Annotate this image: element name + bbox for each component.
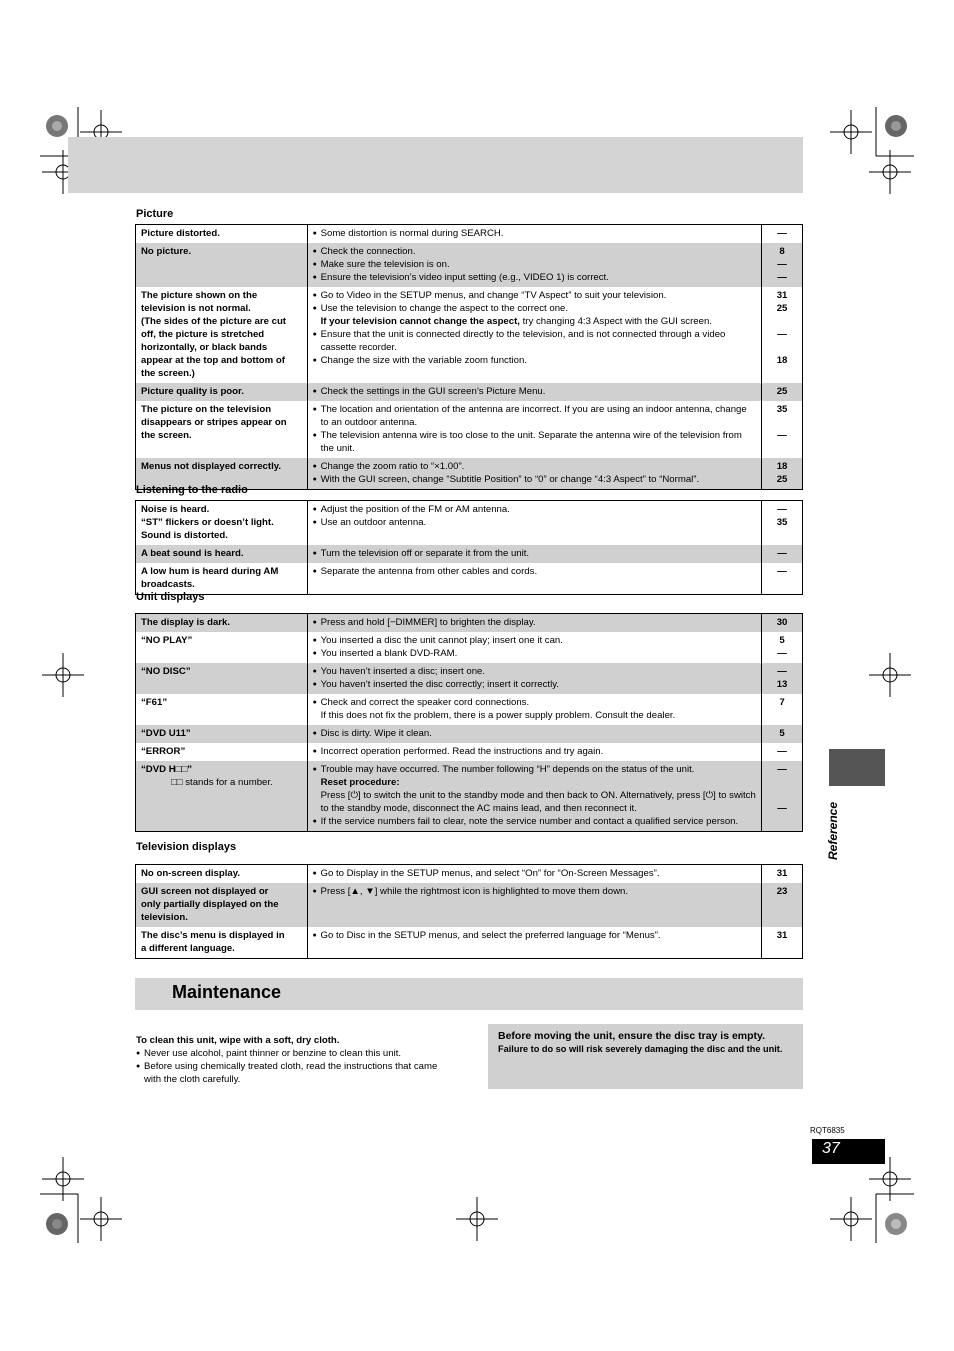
- problem-text: horizontally, or black bands: [141, 342, 268, 353]
- problem-note: □□ stands for a number.: [171, 777, 273, 788]
- crosshair-icon: [869, 150, 911, 194]
- table-row: [136, 927, 803, 959]
- solution-text: ● Go to Video in the SETUP menus, and change “TV Aspect” to suit your television.: [313, 289, 756, 302]
- solution-text: ● Incorrect operation performed. Read the instructions and try again.: [313, 745, 756, 758]
- table-row: [136, 501, 803, 546]
- table-row: [136, 614, 803, 633]
- page-ref: —: [777, 666, 787, 677]
- notice-heading: Before moving the unit, ensure the disc tray is empty.: [498, 1030, 766, 1042]
- problem-text: No picture.: [141, 246, 192, 257]
- solution-text: ● Change the size with the variable zoom function.: [313, 354, 756, 367]
- color-target-icon: [885, 1213, 907, 1235]
- page-ref: 31: [776, 930, 788, 941]
- solution-text: ● The television antenna wire is too close to the unit. Separate the antenna wire of the television from the unit.: [313, 429, 756, 455]
- page-ref: 18: [776, 355, 788, 366]
- radio-table: [135, 500, 803, 595]
- page-ref: 13: [776, 679, 788, 690]
- section-title-picture: Picture: [136, 208, 174, 220]
- page-ref: 30: [776, 617, 788, 628]
- problem-text: A beat sound is heard.: [141, 548, 244, 559]
- solution-text: ● Adjust the position of the FM or AM antenna.: [313, 503, 756, 516]
- problem-text: the screen.: [141, 430, 192, 441]
- problem-text: The picture on the television: [141, 404, 272, 415]
- solution-text: ● Disc is dirty. Wipe it clean.: [313, 727, 756, 740]
- problem-text: Menus not displayed correctly.: [141, 461, 282, 472]
- crosshair-icon: [830, 110, 872, 154]
- color-target-icon: [46, 115, 68, 137]
- problem-text: “ERROR”: [141, 746, 186, 757]
- solution-bold: If your television cannot change the aspect,: [320, 316, 520, 327]
- crosshair-icon: [869, 653, 911, 697]
- solution-text: ● Ensure that the unit is connected directly to the television, and is not connected through a video cassette recorder.: [313, 328, 756, 354]
- problem-text: Picture distorted.: [141, 228, 220, 239]
- cleaning-instructions: [136, 1034, 456, 1086]
- page-ref: 5: [779, 635, 785, 646]
- page-ref: 23: [776, 886, 788, 897]
- problem-text: broadcasts.: [141, 579, 195, 590]
- solution-text: ● Change the zoom ratio to “×1.00”.: [313, 460, 756, 473]
- problem-text: “NO PLAY”: [141, 635, 193, 646]
- table-row: [136, 563, 803, 595]
- page-number: 37: [822, 1140, 840, 1157]
- page-ref: —: [777, 272, 787, 283]
- table-row: [136, 761, 803, 832]
- problem-text: television is not normal.: [141, 303, 251, 314]
- problem-text: off, the picture is stretched: [141, 329, 265, 340]
- solution-text: ● Separate the antenna from other cables and cords.: [313, 565, 756, 578]
- solution-text: ● Turn the television off or separate it from the unit.: [313, 547, 756, 560]
- table-row: [136, 632, 803, 663]
- solution-text: ● You haven’t inserted a disc; insert one.: [313, 665, 756, 678]
- problem-text: The display is dark.: [141, 617, 231, 628]
- crosshair-icon: [830, 1197, 872, 1241]
- page-ref: —: [777, 803, 787, 814]
- solution-text: ● Use an outdoor antenna.: [313, 516, 756, 529]
- page-ref: 8: [779, 246, 785, 257]
- cleaning-item: ● Before using chemically treated cloth, read the instructions that came with the cloth carefully.: [136, 1060, 456, 1086]
- solution-text: ● Some distortion is normal during SEARCH.: [313, 227, 756, 240]
- solution-text: ● The location and orientation of the antenna are incorrect. If you are using an indoor antenna, change to an outdoor antenna.: [313, 403, 756, 429]
- cleaning-heading: To clean this unit, wipe with a soft, dry cloth.: [136, 1035, 340, 1046]
- problem-text: “DVD H□□”: [141, 764, 193, 775]
- problem-text: a different language.: [141, 943, 235, 954]
- solution-text: ● Ensure the television’s video input setting (e.g., VIDEO 1) is correct.: [313, 271, 756, 284]
- document-code: RQT6835: [810, 1126, 845, 1135]
- problem-text: Sound is distorted.: [141, 530, 228, 541]
- cleaning-item: ● Never use alcohol, paint thinner or benzine to clean this unit.: [136, 1047, 456, 1060]
- tv-table: [135, 864, 803, 959]
- reset-procedure-label: Reset procedure:: [320, 777, 400, 788]
- page-ref: —: [777, 648, 787, 659]
- table-row: [136, 725, 803, 743]
- solution-text: ● You inserted a disc the unit cannot play; insert one it can.: [313, 634, 756, 647]
- table-row: [136, 883, 803, 927]
- page-ref: 25: [776, 303, 788, 314]
- table-row: [136, 243, 803, 287]
- table-row: [136, 663, 803, 694]
- page-ref: —: [777, 566, 787, 577]
- header-band: [68, 137, 803, 193]
- solution-text: ● You inserted a blank DVD-RAM.: [313, 647, 756, 660]
- problem-text: Picture quality is poor.: [141, 386, 244, 397]
- page-ref: 35: [776, 517, 788, 528]
- problem-text: The picture shown on the: [141, 290, 258, 301]
- solution-text: ● Press and hold [−DIMMER] to brighten the display.: [313, 616, 756, 629]
- problem-text: appear at the top and bottom of: [141, 355, 285, 366]
- solution-text: Press [⏻] to switch the unit to the standby mode and then back to ON. Alternatively, press [⏻] to switch to the standby mode, disconnect the AC mains lead, and then reconnect it.: [320, 790, 756, 814]
- solution-text: ● You haven’t inserted the disc correctly; insert it correctly.: [313, 678, 756, 691]
- page-ref: 31: [776, 868, 788, 879]
- side-label: Reference: [826, 801, 840, 860]
- crosshair-icon: [80, 1197, 122, 1241]
- table-row: [136, 401, 803, 458]
- solution-text: ● Trouble may have occurred. The number following “H” depends on the status of the unit.: [313, 763, 756, 776]
- problem-text: A low hum is heard during AM: [141, 566, 279, 577]
- solution-text: ● Check the connection.: [313, 245, 756, 258]
- solution-text: If this does not fix the problem, there is a power supply problem. Consult the dealer.: [320, 710, 676, 721]
- problem-text: disappears or stripes appear on: [141, 417, 287, 428]
- page-ref: 25: [776, 474, 788, 485]
- solution-text: ● With the GUI screen, change “Subtitle Position” to “0” or change “4:3 Aspect” to “Normal”.: [313, 473, 756, 486]
- page-ref: 31: [776, 290, 788, 301]
- problem-text: “NO DISC”: [141, 666, 191, 677]
- table-row: [136, 383, 803, 401]
- page-ref: —: [777, 430, 787, 441]
- page-ref: —: [777, 764, 787, 775]
- solution-text: ● Make sure the television is on.: [313, 258, 756, 271]
- page-ref: —: [777, 329, 787, 340]
- page-ref: —: [777, 504, 787, 515]
- problem-text: “F61”: [141, 697, 168, 708]
- problem-text: Noise is heard.: [141, 504, 210, 515]
- page-ref: 25: [776, 386, 788, 397]
- table-row: [136, 287, 803, 383]
- solution-text: ● Check and correct the speaker cord connections.: [313, 696, 756, 709]
- maintenance-title: Maintenance: [172, 982, 282, 1002]
- page-ref: 35: [776, 404, 788, 415]
- notice-text: Failure to do so will risk severely damaging the disc and the unit.: [498, 1044, 783, 1054]
- solution-text: ● Go to Display in the SETUP menus, and select “On” for “On-Screen Messages”.: [313, 867, 757, 880]
- picture-table: [135, 224, 803, 490]
- problem-text: only partially displayed on the: [141, 899, 279, 910]
- problem-text: the screen.): [141, 368, 195, 379]
- page-ref: 18: [776, 461, 788, 472]
- page-ref: 7: [779, 697, 785, 708]
- table-row: [136, 694, 803, 725]
- problem-text: No on-screen display.: [141, 868, 240, 879]
- problem-text: GUI screen not displayed or: [141, 886, 269, 897]
- color-target-icon: [885, 115, 907, 137]
- disc-tray-notice: [488, 1024, 803, 1089]
- unit-table: [135, 613, 803, 832]
- page-ref: —: [777, 746, 787, 757]
- solution-text: ● Use the television to change the aspect to the correct one.: [313, 302, 756, 315]
- problem-text: television.: [141, 912, 188, 923]
- page-ref: —: [777, 228, 787, 239]
- crosshair-icon: [456, 1197, 498, 1241]
- problem-text: “ST” flickers or doesn’t light.: [141, 517, 274, 528]
- solution-text: ● Check the settings in the GUI screen’s Picture Menu.: [313, 385, 756, 398]
- solution-text: try changing 4:3 Aspect with the GUI screen.: [519, 316, 712, 327]
- problem-text: (The sides of the picture are cut: [141, 316, 287, 327]
- table-row: [136, 545, 803, 563]
- section-title-tv: Television displays: [136, 841, 237, 853]
- section-title-radio: Listening to the radio: [136, 484, 248, 496]
- table-row: [136, 225, 803, 244]
- color-target-icon: [46, 1213, 68, 1235]
- problem-text: The disc’s menu is displayed in: [141, 930, 285, 941]
- solution-text: ● If the service numbers fail to clear, note the service number and contact a qualified service person.: [313, 815, 756, 828]
- section-title-unit: Unit displays: [136, 591, 205, 603]
- crosshair-icon: [42, 653, 84, 697]
- section-tab: [829, 749, 885, 786]
- page-ref: 5: [779, 728, 785, 739]
- solution-text: [313, 315, 756, 328]
- problem-text: “DVD U11”: [141, 728, 191, 739]
- solution-text: ● Go to Disc in the SETUP menus, and select the preferred language for “Menus”.: [313, 929, 757, 942]
- page-ref: —: [777, 548, 787, 559]
- table-row: [136, 865, 803, 884]
- table-row: [136, 743, 803, 761]
- solution-text: ● Press [▲, ▼] while the rightmost icon is highlighted to move them down.: [313, 885, 757, 898]
- page-ref: —: [777, 259, 787, 270]
